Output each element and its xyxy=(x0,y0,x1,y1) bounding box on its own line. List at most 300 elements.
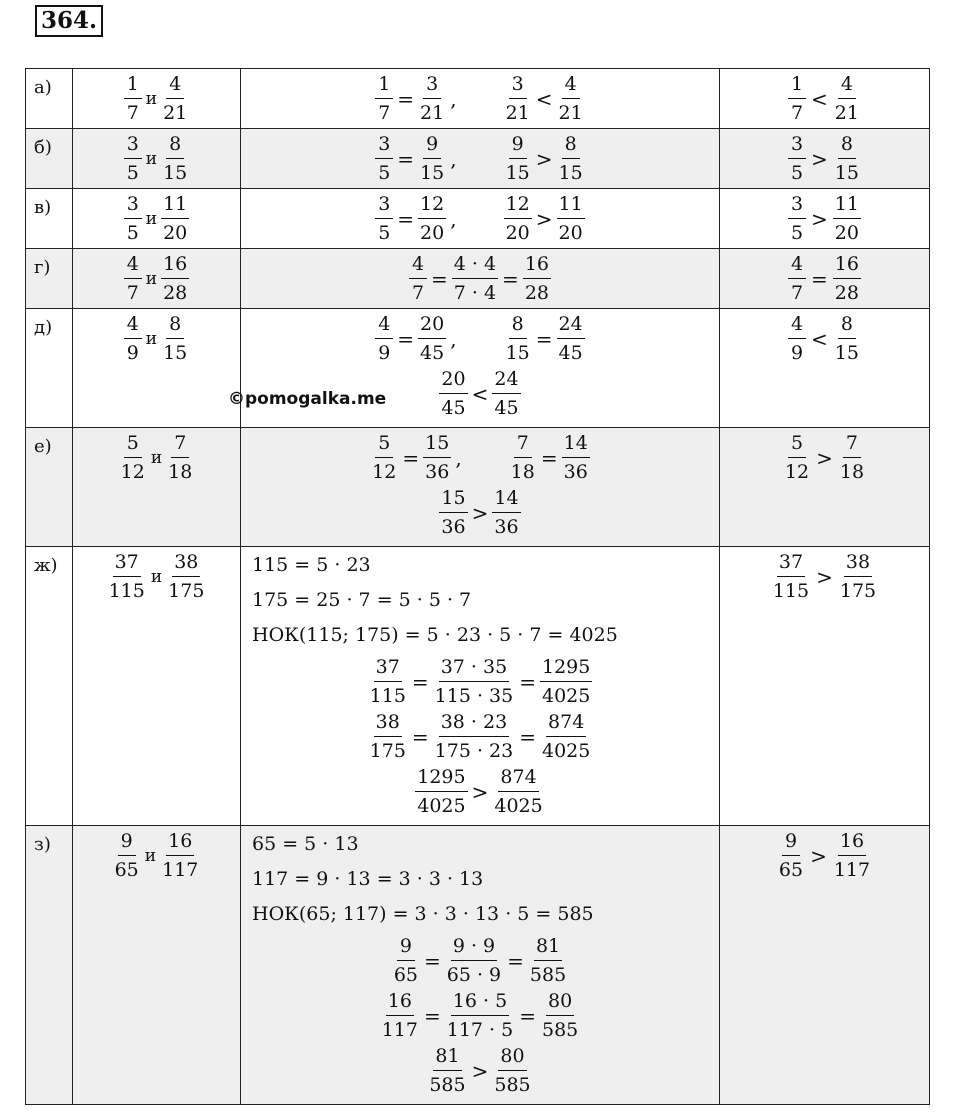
solution-text-line: НОК(115; 175) = 5 · 23 · 5 · 7 = 4025 xyxy=(252,624,618,646)
denominator: 585 xyxy=(494,1074,531,1096)
solution-cell xyxy=(241,309,720,428)
operator: = xyxy=(411,724,429,749)
numerator: 3 xyxy=(509,73,527,99)
conjunction: и xyxy=(144,845,157,866)
numerator: 16 xyxy=(523,253,551,279)
fraction xyxy=(557,193,585,244)
numerator: 7 xyxy=(843,432,861,458)
fraction xyxy=(368,656,408,707)
denominator: 15 xyxy=(505,342,530,364)
operator: < xyxy=(811,326,828,351)
numerator: 874 xyxy=(498,766,538,792)
denominator: 7 xyxy=(126,282,139,304)
fraction xyxy=(433,656,516,707)
denominator: 4025 xyxy=(494,795,543,817)
fraction xyxy=(833,133,861,184)
numerator: 9 xyxy=(509,133,527,159)
denominator: 45 xyxy=(441,397,466,419)
fraction xyxy=(161,73,189,124)
fraction xyxy=(124,313,142,364)
expression-group xyxy=(504,73,585,124)
fraction xyxy=(124,253,142,304)
numerator: 4 xyxy=(124,313,142,339)
fraction xyxy=(439,368,467,419)
fraction xyxy=(492,487,520,538)
expression-group xyxy=(368,711,593,762)
table-row xyxy=(26,69,930,129)
denominator: 65 · 9 xyxy=(446,964,502,986)
numerator: 5 xyxy=(788,432,806,458)
fraction xyxy=(427,1045,467,1096)
numerator: 7 xyxy=(171,432,189,458)
fraction xyxy=(415,766,467,817)
fraction xyxy=(504,73,532,124)
fraction xyxy=(833,253,861,304)
result-expression xyxy=(720,253,929,304)
denominator: 65 xyxy=(114,859,139,881)
operator: = xyxy=(424,948,441,973)
table-row xyxy=(26,189,930,249)
expression-group xyxy=(375,73,457,124)
denominator: 7 xyxy=(126,102,139,124)
conjunction: и xyxy=(150,447,163,468)
solution-math-line xyxy=(241,133,719,184)
solution-math-line xyxy=(241,253,719,304)
fraction xyxy=(375,193,393,244)
operator: , xyxy=(455,445,462,470)
fraction xyxy=(832,830,872,881)
numerator: 16 xyxy=(386,990,414,1016)
operator: = xyxy=(535,326,553,351)
operator: = xyxy=(811,266,828,291)
result-expression xyxy=(720,193,929,244)
solution-math-line xyxy=(241,990,719,1041)
denominator: 36 xyxy=(494,516,519,538)
denominator: 15 xyxy=(834,342,859,364)
denominator: 9 xyxy=(126,342,139,364)
fraction xyxy=(783,432,811,483)
numerator: 9 · 9 xyxy=(451,935,497,961)
table-row xyxy=(26,428,930,547)
solution-math-line xyxy=(241,656,719,707)
denominator: 5 xyxy=(790,162,804,184)
expression-group xyxy=(375,133,457,184)
fraction xyxy=(370,432,398,483)
numerator: 5 xyxy=(124,432,142,458)
row-label: г) xyxy=(26,249,73,309)
solution-text-line: 175 = 25 · 7 = 5 · 5 · 7 xyxy=(252,589,472,611)
denominator: 20 xyxy=(420,222,445,244)
fraction xyxy=(107,551,147,602)
result-cell xyxy=(720,69,930,129)
numerator: 15 xyxy=(423,432,451,458)
denominator: 21 xyxy=(420,102,445,124)
expression-group xyxy=(370,432,463,483)
solution-text-line: 65 = 5 · 13 xyxy=(252,833,359,855)
denominator: 20 xyxy=(558,222,583,244)
numerator: 4 · 4 xyxy=(452,253,498,279)
conjunction: и xyxy=(145,208,158,229)
operator: = xyxy=(519,669,536,694)
fraction xyxy=(528,935,568,986)
denominator: 585 xyxy=(529,964,567,986)
fraction xyxy=(375,133,393,184)
denominator: 7 xyxy=(790,102,804,124)
numerator: 8 xyxy=(166,313,184,339)
denominator: 28 xyxy=(163,282,188,304)
numerator: 8 xyxy=(509,313,527,339)
expression-group xyxy=(439,368,520,419)
operator: = xyxy=(423,1003,441,1028)
denominator: 15 xyxy=(163,342,188,364)
fraction-pair xyxy=(73,428,241,547)
solution-cell xyxy=(241,69,720,129)
result-cell xyxy=(720,249,930,309)
fraction xyxy=(833,193,861,244)
denominator: 15 xyxy=(558,162,583,184)
operator: , xyxy=(450,86,457,111)
operator: > xyxy=(471,1058,489,1083)
result-cell xyxy=(720,826,930,1105)
numerator: 4 xyxy=(788,253,806,279)
operator: > xyxy=(535,146,553,171)
fraction xyxy=(557,133,585,184)
result-cell xyxy=(720,129,930,189)
operator: > xyxy=(535,206,553,231)
numerator: 81 xyxy=(534,935,562,961)
table-row xyxy=(26,547,930,826)
solution-math-line xyxy=(241,73,719,124)
result-expression xyxy=(720,313,929,364)
solutions-table-body xyxy=(26,69,930,1105)
solution-cell xyxy=(241,129,720,189)
fraction xyxy=(504,193,532,244)
operator: = xyxy=(397,86,415,111)
numerator: 1295 xyxy=(415,766,467,792)
fraction xyxy=(523,253,551,304)
expression-group xyxy=(368,656,593,707)
operator: = xyxy=(411,669,429,694)
denominator: 9 xyxy=(378,342,391,364)
denominator: 36 xyxy=(563,461,588,483)
fraction xyxy=(418,313,446,364)
fraction xyxy=(124,193,142,244)
solution-cell xyxy=(241,189,720,249)
solutions-table xyxy=(25,68,930,1105)
solution-math-line xyxy=(241,193,719,244)
denominator: 28 xyxy=(834,282,859,304)
numerator: 16 xyxy=(166,830,194,856)
denominator: 117 xyxy=(162,859,199,881)
numerator: 1 xyxy=(788,73,806,99)
fraction xyxy=(788,133,806,184)
expression-group xyxy=(504,133,585,184)
denominator: 18 xyxy=(168,461,193,483)
numerator: 14 xyxy=(492,487,520,513)
solution-cell xyxy=(241,249,720,309)
numerator: 38 xyxy=(374,711,402,737)
denominator: 5 xyxy=(126,222,139,244)
operator: > xyxy=(811,206,828,231)
fraction xyxy=(452,253,498,304)
row-label: д) xyxy=(26,309,73,428)
fraction-pair xyxy=(73,547,241,826)
expression-group xyxy=(415,766,544,817)
solution-text-line: 117 = 9 · 13 = 3 · 3 · 13 xyxy=(252,868,484,890)
solution-math-line xyxy=(241,487,719,538)
numerator: 4 xyxy=(375,313,393,339)
denominator: 12 xyxy=(372,461,397,483)
fraction xyxy=(838,432,866,483)
numerator: 16 xyxy=(161,253,189,279)
fraction xyxy=(540,990,580,1041)
denominator: 175 · 23 xyxy=(434,740,514,762)
expression-group xyxy=(375,193,457,244)
denominator: 21 xyxy=(834,102,859,124)
solution-cell xyxy=(241,826,720,1105)
row-label: а) xyxy=(26,69,73,129)
denominator: 5 xyxy=(790,222,804,244)
fraction xyxy=(418,133,446,184)
fraction xyxy=(409,253,427,304)
denominator: 21 xyxy=(505,102,530,124)
numerator: 1 xyxy=(375,73,393,99)
numerator: 11 xyxy=(161,193,189,219)
operator: = xyxy=(507,948,524,973)
operator: > xyxy=(816,564,833,589)
expression-group xyxy=(504,193,585,244)
fraction-pair xyxy=(73,189,241,249)
denominator: 45 xyxy=(420,342,445,364)
result-cell xyxy=(720,189,930,249)
solution-math-line xyxy=(241,711,719,762)
denominator: 115 xyxy=(108,580,145,602)
result-cell xyxy=(720,309,930,428)
denominator: 5 xyxy=(126,162,139,184)
numerator: 24 xyxy=(557,313,585,339)
numerator: 11 xyxy=(833,193,861,219)
denominator: 21 xyxy=(558,102,583,124)
numerator: 24 xyxy=(492,368,520,394)
numerator: 4 xyxy=(409,253,427,279)
denominator: 4025 xyxy=(542,740,591,762)
row-label: б) xyxy=(26,129,73,189)
numerator: 4 xyxy=(166,73,184,99)
fraction xyxy=(833,313,861,364)
fraction xyxy=(557,73,585,124)
expression-group xyxy=(380,990,581,1041)
fraction xyxy=(492,1045,532,1096)
denominator: 45 xyxy=(494,397,519,419)
fraction xyxy=(368,711,408,762)
expression-group xyxy=(427,1045,532,1096)
numerator: 16 xyxy=(833,253,861,279)
fraction-pair xyxy=(73,129,241,189)
denominator: 18 xyxy=(839,461,865,483)
operator: = xyxy=(397,206,415,231)
numerator: 4 xyxy=(124,253,142,279)
denominator: 36 xyxy=(425,461,450,483)
solution-cell xyxy=(241,547,720,826)
denominator: 12 xyxy=(120,461,145,483)
table-row xyxy=(26,309,930,428)
operator: , xyxy=(450,326,457,351)
fraction xyxy=(788,73,806,124)
fraction xyxy=(161,253,189,304)
numerator: 80 xyxy=(498,1045,526,1071)
numerator: 38 · 23 xyxy=(439,711,509,737)
denominator: 7 xyxy=(378,102,391,124)
numerator: 3 xyxy=(423,73,441,99)
result-expression xyxy=(720,830,929,881)
fraction xyxy=(124,133,142,184)
numerator: 8 xyxy=(166,133,184,159)
table-row xyxy=(26,129,930,189)
numerator: 14 xyxy=(562,432,590,458)
denominator: 4025 xyxy=(417,795,466,817)
numerator: 38 xyxy=(844,551,872,577)
numerator: 4 xyxy=(838,73,856,99)
denominator: 28 xyxy=(524,282,549,304)
numerator: 20 xyxy=(418,313,446,339)
operator: > xyxy=(810,843,827,868)
denominator: 12 xyxy=(784,461,810,483)
fraction xyxy=(509,432,537,483)
conjunction: и xyxy=(145,88,158,109)
fraction xyxy=(540,656,592,707)
operator: = xyxy=(430,266,448,291)
numerator: 1295 xyxy=(540,656,592,682)
numerator: 15 xyxy=(439,487,467,513)
numerator: 3 xyxy=(788,133,806,159)
numerator: 3 xyxy=(124,193,142,219)
fraction xyxy=(445,990,515,1041)
fraction-pair xyxy=(73,249,241,309)
numerator: 81 xyxy=(433,1045,461,1071)
fraction xyxy=(392,935,420,986)
fraction xyxy=(562,432,590,483)
operator: = xyxy=(540,445,558,470)
table-row xyxy=(26,826,930,1105)
numerator: 4 xyxy=(562,73,580,99)
denominator: 585 xyxy=(542,1019,579,1041)
operator: > xyxy=(816,445,833,470)
fraction xyxy=(788,253,806,304)
fraction xyxy=(504,313,532,364)
operator: = xyxy=(502,266,519,291)
numerator: 20 xyxy=(439,368,467,394)
numerator: 8 xyxy=(562,133,580,159)
denominator: 15 xyxy=(420,162,445,184)
expression-group xyxy=(439,487,520,538)
solution-math-line xyxy=(241,935,719,986)
operator: < xyxy=(535,86,553,111)
fraction xyxy=(161,313,189,364)
fraction xyxy=(771,551,811,602)
fraction xyxy=(504,133,532,184)
operator: = xyxy=(397,146,415,171)
numerator: 37 xyxy=(374,656,402,682)
denominator: 175 xyxy=(839,580,877,602)
fraction xyxy=(439,487,467,538)
fraction xyxy=(492,766,544,817)
row-label: ж) xyxy=(26,547,73,826)
conjunction: и xyxy=(150,566,163,587)
operator: < xyxy=(471,381,489,406)
fraction xyxy=(119,432,147,483)
exercise-number: 364. xyxy=(35,5,103,37)
operator: , xyxy=(450,146,457,171)
result-expression xyxy=(720,551,929,602)
solution-math-line xyxy=(241,766,719,817)
fraction xyxy=(433,711,516,762)
fraction xyxy=(557,313,585,364)
numerator: 5 xyxy=(375,432,393,458)
numerator: 12 xyxy=(504,193,532,219)
fraction-pair xyxy=(73,69,241,129)
numerator: 874 xyxy=(546,711,586,737)
denominator: 45 xyxy=(558,342,583,364)
expression-group xyxy=(375,313,457,364)
numerator: 3 xyxy=(375,133,393,159)
denominator: 21 xyxy=(163,102,188,124)
numerator: 12 xyxy=(418,193,446,219)
denominator: 115 xyxy=(772,580,810,602)
fraction xyxy=(113,830,141,881)
denominator: 175 xyxy=(168,580,205,602)
operator: > xyxy=(811,146,828,171)
fraction xyxy=(777,830,805,881)
fraction xyxy=(124,73,142,124)
numerator: 9 xyxy=(782,830,800,856)
row-label: з) xyxy=(26,826,73,1105)
operator: = xyxy=(519,724,536,749)
denominator: 5 xyxy=(378,222,391,244)
denominator: 117 · 5 xyxy=(446,1019,514,1041)
fraction xyxy=(161,193,189,244)
fraction xyxy=(418,193,446,244)
numerator: 7 xyxy=(514,432,532,458)
denominator: 7 xyxy=(411,282,425,304)
solution-math-line xyxy=(241,1045,719,1096)
fraction-pair xyxy=(73,826,241,1105)
denominator: 117 xyxy=(833,859,871,881)
denominator: 15 xyxy=(505,162,530,184)
operator: > xyxy=(471,779,489,804)
result-expression xyxy=(720,73,929,124)
solution-text-line: НОК(65; 117) = 3 · 3 · 13 · 5 = 585 xyxy=(252,903,594,925)
numerator: 11 xyxy=(557,193,585,219)
numerator: 1 xyxy=(124,73,142,99)
numerator: 8 xyxy=(838,133,856,159)
fraction xyxy=(838,551,878,602)
table-row xyxy=(26,249,930,309)
solution-math-line xyxy=(241,313,719,364)
denominator: 65 xyxy=(393,964,418,986)
numerator: 16 xyxy=(838,830,866,856)
watermark: ©pomogalka.me xyxy=(228,389,387,409)
denominator: 65 xyxy=(778,859,804,881)
denominator: 175 xyxy=(369,740,406,762)
result-cell xyxy=(720,428,930,547)
operator: = xyxy=(519,1003,536,1028)
operator: = xyxy=(402,445,420,470)
fraction xyxy=(833,73,861,124)
numerator: 9 xyxy=(118,830,136,856)
denominator: 117 xyxy=(381,1019,418,1041)
row-label: е) xyxy=(26,428,73,547)
operator: > xyxy=(471,500,489,525)
